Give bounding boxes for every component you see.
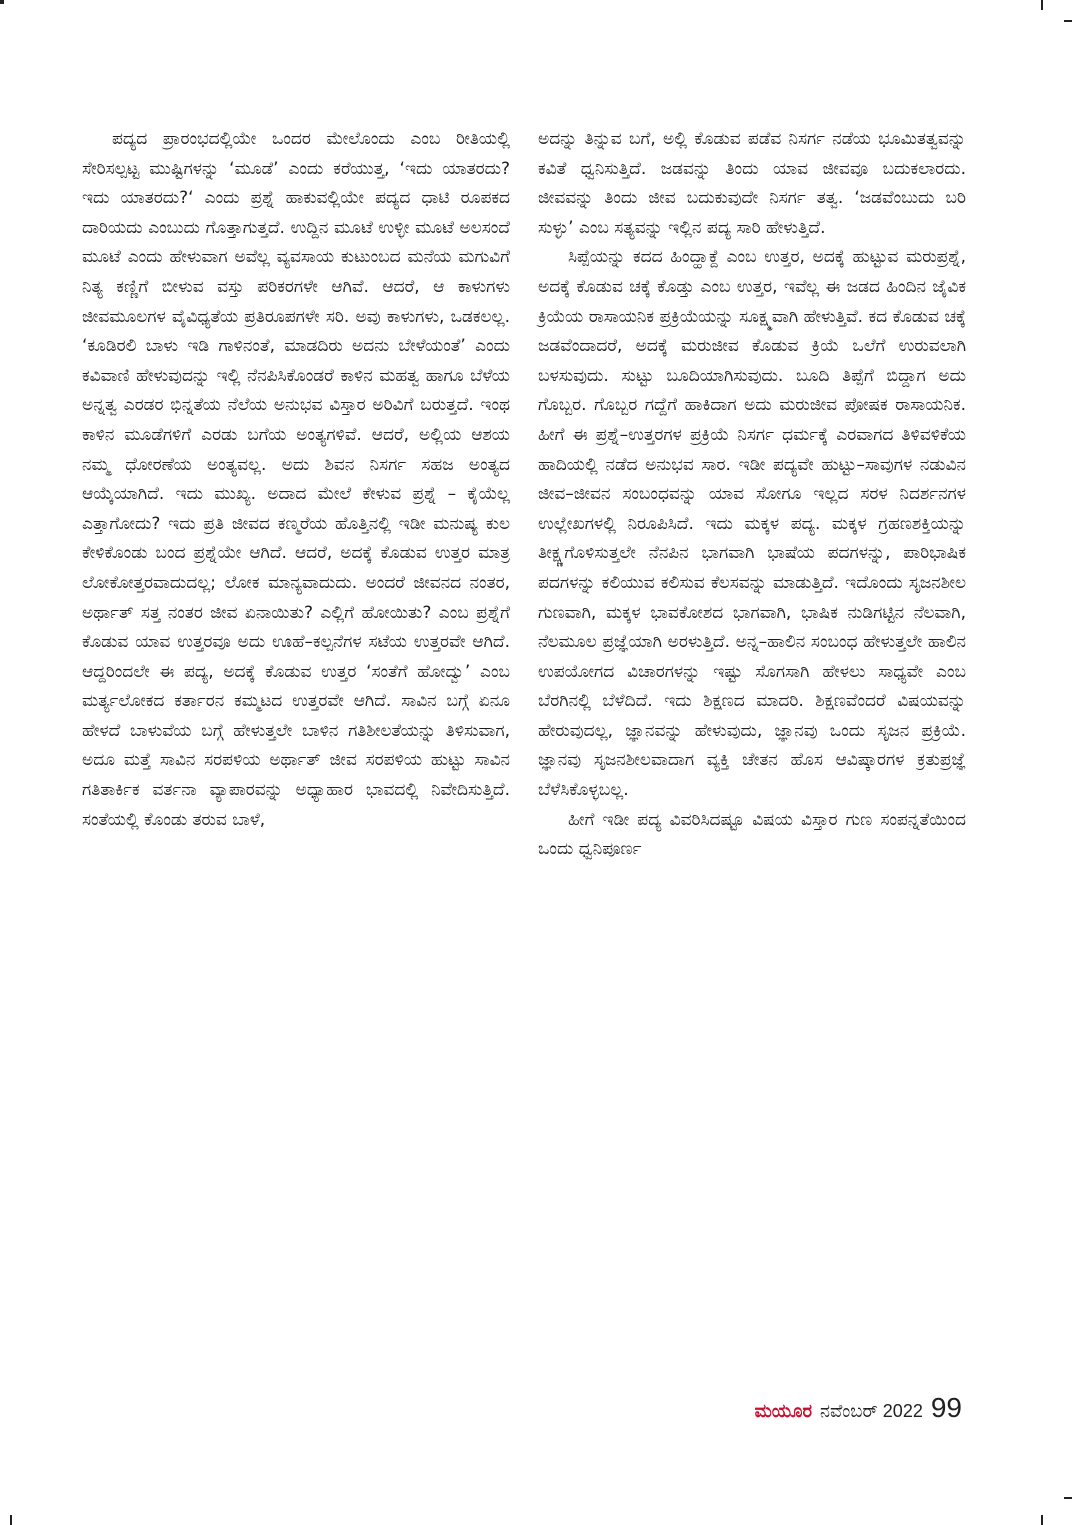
crop-mark-right-top [1064,20,1072,22]
issue-date: ನವೆಂಬರ್ 2022 [820,1401,923,1421]
crop-mark-right-bottom [1064,1497,1072,1499]
crop-mark-top-right [1041,0,1043,10]
page-footer [755,1392,962,1424]
body-paragraph: ಅದನ್ನು ತಿನ್ನುವ ಬಗೆ, ಅಲ್ಲಿ ಕೊಡುವ ಪಡೆವ ನಿಸರ್ಗ ನಡೆಯ ಭೂಮಿತತ್ವವನ್ನು ಕವಿತೆ ಧ್ವನಿಸುತ್ತಿದೆ. ಜಡವನ್ನು ತಿಂದು ಯಾವ ಜೀವವೂ ಬದುಕಲಾರದು. ಜೀವವನ್ನು ತಿಂದು ಜೀವ ಬದುಕುವುದೇ ನಿಸರ್ಗ ತತ್ವ. ‘ಜಡವೆಂಬುದು ಬರಿ ಸುಳ್ಳು’ ಎಂಬ ಸತ್ಯವನ್ನು ಇಲ್ಲಿನ ಪದ್ಯ ಸಾರಿ ಹೇಳುತ್ತಿದೆ. [538,129,966,238]
magazine-logo: ಮಯೂರ [754,1401,812,1422]
left-column [82,125,510,835]
page-number: 99 [930,1392,962,1423]
body-paragraph: ಪದ್ಯದ ಪ್ರಾರಂಭದಲ್ಲಿಯೇ ಒಂದರ ಮೇಲೊಂದು ಎಂಬ ರೀತಿಯಲ್ಲಿ ಸೇರಿಸಲ್ಪಟ್ಟ ಮುಷ್ಟಿಗಳನ್ನು ‘ಮೂಡೆ’ ಎಂದು ಕರೆಯುತ್ತ, ‘ಇದು ಯಾತರದು? ಇದು ಯಾತರದು?‘ ಎಂದು ಪ್ರಶ್ನೆ ಹಾಕುವಲ್ಲಿಯೇ ಪದ್ಯದ ಧಾಟಿ ರೂಪಕದ ದಾರಿಯದು ಎಂಬುದು ಗೊತ್ತಾಗುತ್ತದೆ. ಉದ್ದಿನ ಮೂಟೆ ಉಳ್ಳೀ ಮೂಟೆ ಅಲಸಂದೆ ಮೂಟೆ ಎಂದು ಹೇಳುವಾಗ ಅವೆಲ್ಲ ವ್ಯವಸಾಯ ಕುಟುಂಬದ ಮನೆಯ ಮಗುವಿಗೆ ನಿತ್ಯ ಕಣ್ಣಿಗೆ ಬೀಳುವ ವಸ್ತು ಪರಿಕರಗಳೇ ಆಗಿವೆ. ಆದರೆ, ಆ ಕಾಳುಗಳು ಜೀವಮೂಲಗಳ ವೈವಿಧ್ಯತೆಯ ಪ್ರತಿರೂಪಗಳೇ ಸರಿ. ಅವು ಕಾಳುಗಳು, ಒಡಕಲಲ್ಲ. ‘ಕೂಡಿರಲಿ ಬಾಳು ಇಡಿ ಗಾಳಿನಂತೆ, ಮಾಡದಿರು ಅದನು ಬೇಳೆಯಂತೆ’ ಎಂದು ಕವಿವಾಣಿ ಹೇಳುವುದನ್ನು ಇಲ್ಲಿ ನೆನಪಿಸಿಕೊಂಡರೆ ಕಾಳಿನ ಮಹತ್ವ ಹಾಗೂ ಬೆಳೆಯ ಅನ್ನತ್ವ ಎರಡರ ಭಿನ್ನತೆಯ ನೆಲೆಯ ಅನುಭವ ವಿಸ್ತಾರ ಅರಿವಿಗೆ ಬರುತ್ತದೆ. ಇಂಥ ಕಾಳಿನ ಮೂಡೆಗಳಿಗೆ ಎರಡು ಬಗೆಯ ಅಂತ್ಯಗಳಿವೆ. ಆದರೆ, ಅಲ್ಲಿಯ ಆಶಯ ನಮ್ಮ ಧೋರಣೆಯ ಅಂತ್ಯವಲ್ಲ. ಅದು ಶಿವನ ನಿಸರ್ಗ ಸಹಜ ಅಂತ್ಯದ ಆಯ್ಕೆಯಾಗಿದೆ. ಇದು ಮುಖ್ಯ. ಅದಾದ ಮೇಲೆ ಕೇಳುವ ಪ್ರಶ್ನೆ – ಕೈಯೆಲ್ಲ ಎತ್ತಾಗೋದು? ಇದು ಪ್ರತಿ ಜೀವದ ಕಣ್ಮರೆಯ ಹೊತ್ತಿನಲ್ಲಿ ಇಡೀ ಮನುಷ್ಯ ಕುಲ ಕೇಳಿಕೊಂಡು ಬಂದ ಪ್ರಶ್ನೆಯೇ ಆಗಿದೆ. ಆದರೆ, ಅದಕ್ಕೆ ಕೊಡುವ ಉತ್ತರ ಮಾತ್ರ ಲೋಕೋತ್ತರವಾದುದಲ್ಲ; ಲೋಕ ಮಾನ್ಯವಾದುದು. ಅಂದರೆ ಜೀವನದ ನಂತರ, ಅರ್ಥಾತ್ ಸತ್ತ ನಂತರ ಜೀವ ಏನಾಯಿತು? ಎಲ್ಲಿಗೆ ಹೋಯಿತು? ಎಂಬ ಪ್ರಶ್ನೆಗೆ ಕೊಡುವ ಯಾವ ಉತ್ತರವೂ ಅದು ಊಹೆ–ಕಲ್ಪನೆಗಳ ಸಟೆಯ ಉತ್ತರವೇ ಆಗಿದೆ. ಆದ್ದರಿಂದಲೇ ಈ ಪದ್ಯ, ಅದಕ್ಕೆ ಕೊಡುವ ಉತ್ತರ ‘ಸಂತೆಗೆ ಹೋದ್ವು’ ಎಂಬ ಮರ್ತ್ಯಲೋಕದ ಕರ್ತಾರನ ಕಮ್ಮಟದ ಉತ್ತರವೇ ಆಗಿದೆ. ಸಾವಿನ ಬಗ್ಗೆ ಏನೂ ಹೇಳದೆ ಬಾಳುವೆಯ ಬಗ್ಗೆ ಹೇಳುತ್ತಲೇ ಬಾಳಿನ ಗತಿಶೀಲತೆಯನ್ನು ತಿಳಿಸುವಾಗ, ಅದೂ ಮತ್ತೆ ಸಾವಿನ ಸರಪಳಿಯ ಅರ್ಥಾತ್ ಜೀವ ಸರಪಳಿಯ ಹುಟ್ಟು ಸಾವಿನ ಗತಿತಾರ್ಕಿಕ ವರ್ತನಾ ವ್ಯಾಪಾರವನ್ನು ಅಧ್ಯಾಹಾರ ಭಾವದಲ್ಲಿ ನಿವೇದಿಸುತ್ತಿದೆ. ಸಂತೆಯಲ್ಲಿ ಕೊಂಡು ತರುವ ಬಾಳೆ, [82,129,510,830]
crop-mark-bottom-left [10,1515,12,1525]
right-column [538,125,966,865]
body-paragraph: ಹೀಗೆ ಇಡೀ ಪದ್ಯ ವಿವರಿಸಿದಷ್ಟೂ ವಿಷಯ ವಿಸ್ತಾರ ಗುಣ ಸಂಪನ್ನತೆಯಿಂದ ಒಂದು ಧ್ವನಿಪೂರ್ಣ [538,809,966,860]
crop-mark-top-left [0,0,4,4]
crop-mark-bottom-right [1041,1515,1043,1525]
body-paragraph: ಸಿಪ್ಪೆಯನ್ನು ಕದದ ಹಿಂದ್ಹಾಕ್ದೆ ಎಂಬ ಉತ್ತರ, ಅದಕ್ಕೆ ಹುಟ್ಟುವ ಮರುಪ್ರಶ್ನೆ, ಅದಕ್ಕೆ ಕೊಡುವ ಚಕ್ಕೆ ಕೊಡ್ತು ಎಂಬ ಉತ್ತರ, ಇವೆಲ್ಲ ಈ ಜಡದ ಹಿಂದಿನ ಜೈವಿಕ ಕ್ರಿಯೆಯ ರಾಸಾಯನಿಕ ಪ್ರಕ್ರಿಯೆಯನ್ನು ಸೂಕ್ಷ್ಮವಾಗಿ ಹೇಳುತ್ತಿವೆ. ಕದ ಕೊಡುವ ಚಕ್ಕೆ ಜಡವೆಂದಾದರೆ, ಅದಕ್ಕೆ ಮರುಜೀವ ಕೊಡುವ ಕ್ರಿಯೆ ಒಲೆಗೆ ಉರುವಲಾಗಿ ಬಳಸುವುದು. ಸುಟ್ಟು ಬೂದಿಯಾಗಿಸುವುದು. ಬೂದಿ ತಿಪ್ಪೆಗೆ ಬಿದ್ದಾಗ ಅದು ಗೊಬ್ಬರ. ಗೊಬ್ಬರ ಗದ್ದೆಗೆ ಹಾಕಿದಾಗ ಅದು ಮರುಜೀವ ಪೋಷಕ ರಾಸಾಯನಿಕ. ಹೀಗೆ ಈ ಪ್ರಶ್ನೆ–ಉತ್ತರಗಳ ಪ್ರಕ್ರಿಯೆ ನಿಸರ್ಗ ಧರ್ಮಕ್ಕೆ ಎರವಾಗದ ತಿಳಿವಳಿಕೆಯ ಹಾದಿಯಲ್ಲಿ ನಡೆದ ಅನುಭವ ಸಾರ. ಇಡೀ ಪದ್ಯವೇ ಹುಟ್ಟು–ಸಾವುಗಳ ನಡುವಿನ ಜೀವ–ಜೀವನ ಸಂಬಂಧವನ್ನು ಯಾವ ಸೋಗೂ ಇಲ್ಲದ ಸರಳ ನಿದರ್ಶನಗಳ ಉಲ್ಲೇಖಗಳಲ್ಲಿ ನಿರೂಪಿಸಿದೆ. ಇದು ಮಕ್ಕಳ ಪದ್ಯ. ಮಕ್ಕಳ ಗ್ರಹಣಶಕ್ತಿಯನ್ನು ತೀಕ್ಷ್ಣಗೊಳಿಸುತ್ತಲೇ ನೆನಪಿನ ಭಾಗವಾಗಿ ಭಾಷೆಯ ಪದಗಳನ್ನು, ಪಾರಿಭಾಷಿಕ ಪದಗಳನ್ನು ಕಲಿಯುವ ಕಲಿಸುವ ಕೆಲಸವನ್ನು ಮಾಡುತ್ತಿದೆ. ಇದೊಂದು ಸೃಜನಶೀಲ ಗುಣವಾಗಿ, ಮಕ್ಕಳ ಭಾವಕೋಶದ ಭಾಗವಾಗಿ, ಭಾಷಿಕ ನುಡಿಗಟ್ಟಿನ ನೆಲವಾಗಿ, ನೆಲಮೂಲ ಪ್ರಜ್ಞೆಯಾಗಿ ಅರಳುತ್ತಿದೆ. ಅನ್ನ–ಹಾಲಿನ ಸಂಬಂಧ ಹೇಳುತ್ತಲೇ ಹಾಲಿನ ಉಪಯೋಗದ ವಿಚಾರಗಳನ್ನು ಇಷ್ಟು ಸೊಗಸಾಗಿ ಹೇಳಲು ಸಾಧ್ಯವೇ ಎಂಬ ಬೆರಗಿನಲ್ಲಿ ಬೆಳೆದಿದೆ. ಇದು ಶಿಕ್ಷಣದ ಮಾದರಿ. ಶಿಕ್ಷಣವೆಂದರೆ ವಿಷಯವನ್ನು ಹೇರುವುದಲ್ಲ, ಜ್ಞಾನವನ್ನು ಹೇಳುವುದು, ಜ್ಞಾನವು ಒಂದು ಸೃಜನ ಪ್ರಕ್ರಿಯೆ. ಜ್ಞಾನವು ಸೃಜನಶೀಲವಾದಾಗ ವ್ಯಕ್ತಿ ಚೇತನ ಹೊಸ ಆವಿಷ್ಕಾರಗಳ ಕ್ರತುಪ್ರಜ್ಞೆ ಬೆಳೆಸಿಕೊಳ್ಳಬಲ್ಲ. [538,247,966,801]
